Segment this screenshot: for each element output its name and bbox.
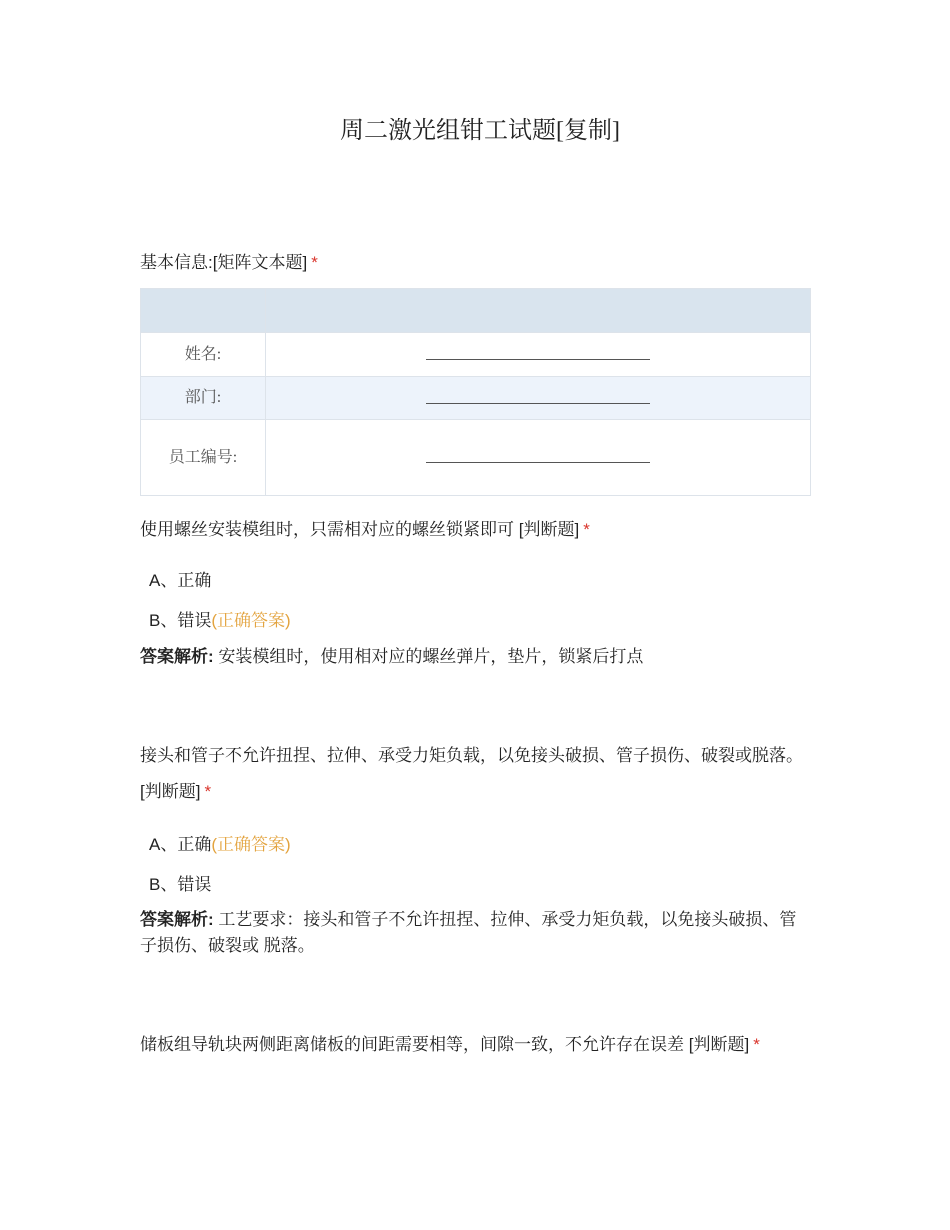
option-label: B、错误 (149, 875, 212, 894)
blank-line (426, 359, 650, 360)
explanation-text: 安装模组时，使用相对应的螺丝弹片，垫片，锁紧后打点 (218, 647, 644, 666)
question-type: [判断题] (140, 782, 201, 801)
required-mark: * (204, 782, 212, 801)
department-input[interactable] (266, 377, 811, 420)
required-mark: * (311, 253, 318, 272)
matrix-row-label: 部门: (141, 377, 266, 420)
answer-explanation (140, 907, 812, 959)
required-mark: * (753, 1035, 760, 1054)
question-3 (140, 1027, 812, 1063)
matrix-row-name (141, 333, 811, 377)
question-type: [矩阵文本题] (212, 253, 308, 272)
matrix-header-cell (141, 289, 266, 333)
question-2 (140, 738, 812, 810)
option-label: A、正确 (149, 835, 212, 854)
matrix-row-department (141, 377, 811, 420)
blank-line (426, 403, 650, 404)
matrix-header-cell (266, 289, 811, 333)
question-text: 储板组导轨块两侧距离储板的间距需要相等，间隙一致，不允许存在误差 (140, 1035, 684, 1054)
explanation-label: 答案解析: (140, 910, 214, 929)
explanation-text: 工艺要求：接头和管子不允许扭捏、拉伸、承受力矩负载，以免接头破损、管子损伤、破裂或 脱落。 (140, 910, 797, 955)
option-a[interactable] (149, 830, 291, 855)
option-label: B、错误 (149, 611, 212, 630)
survey-title: 周二激光组钳工试题[复制] (340, 118, 620, 144)
option-b[interactable] (149, 606, 291, 631)
answer-explanation (140, 644, 812, 670)
option-b[interactable] (149, 870, 211, 895)
question-type: [判断题] (518, 520, 580, 539)
matrix-table (140, 288, 811, 496)
question-text: 基本信息: (140, 253, 213, 272)
correct-answer-tag: (正确答案) (211, 835, 291, 854)
correct-answer-tag: (正确答案) (211, 611, 291, 630)
option-label: A、正确 (149, 571, 212, 590)
explanation-label: 答案解析: (140, 647, 214, 666)
matrix-header-row (141, 289, 811, 333)
question-type: [判断题] (688, 1035, 750, 1054)
name-input[interactable] (266, 333, 811, 377)
required-mark: * (583, 520, 590, 539)
option-a[interactable] (149, 566, 211, 591)
employee-id-input[interactable] (266, 420, 811, 496)
question-1 (140, 512, 812, 548)
blank-line (426, 462, 650, 463)
question-text: 使用螺丝安装模组时，只需相对应的螺丝锁紧即可 (140, 520, 514, 539)
matrix-row-label: 员工编号: (141, 420, 266, 496)
question-text: 接头和管子不允许扭捏、拉伸、承受力矩负载，以免接头破损、管子损伤、破裂或脱落。 (140, 746, 803, 765)
question-basic-info (140, 245, 812, 281)
matrix-row-label: 姓名: (141, 333, 266, 377)
matrix-row-employee-id (141, 420, 811, 496)
